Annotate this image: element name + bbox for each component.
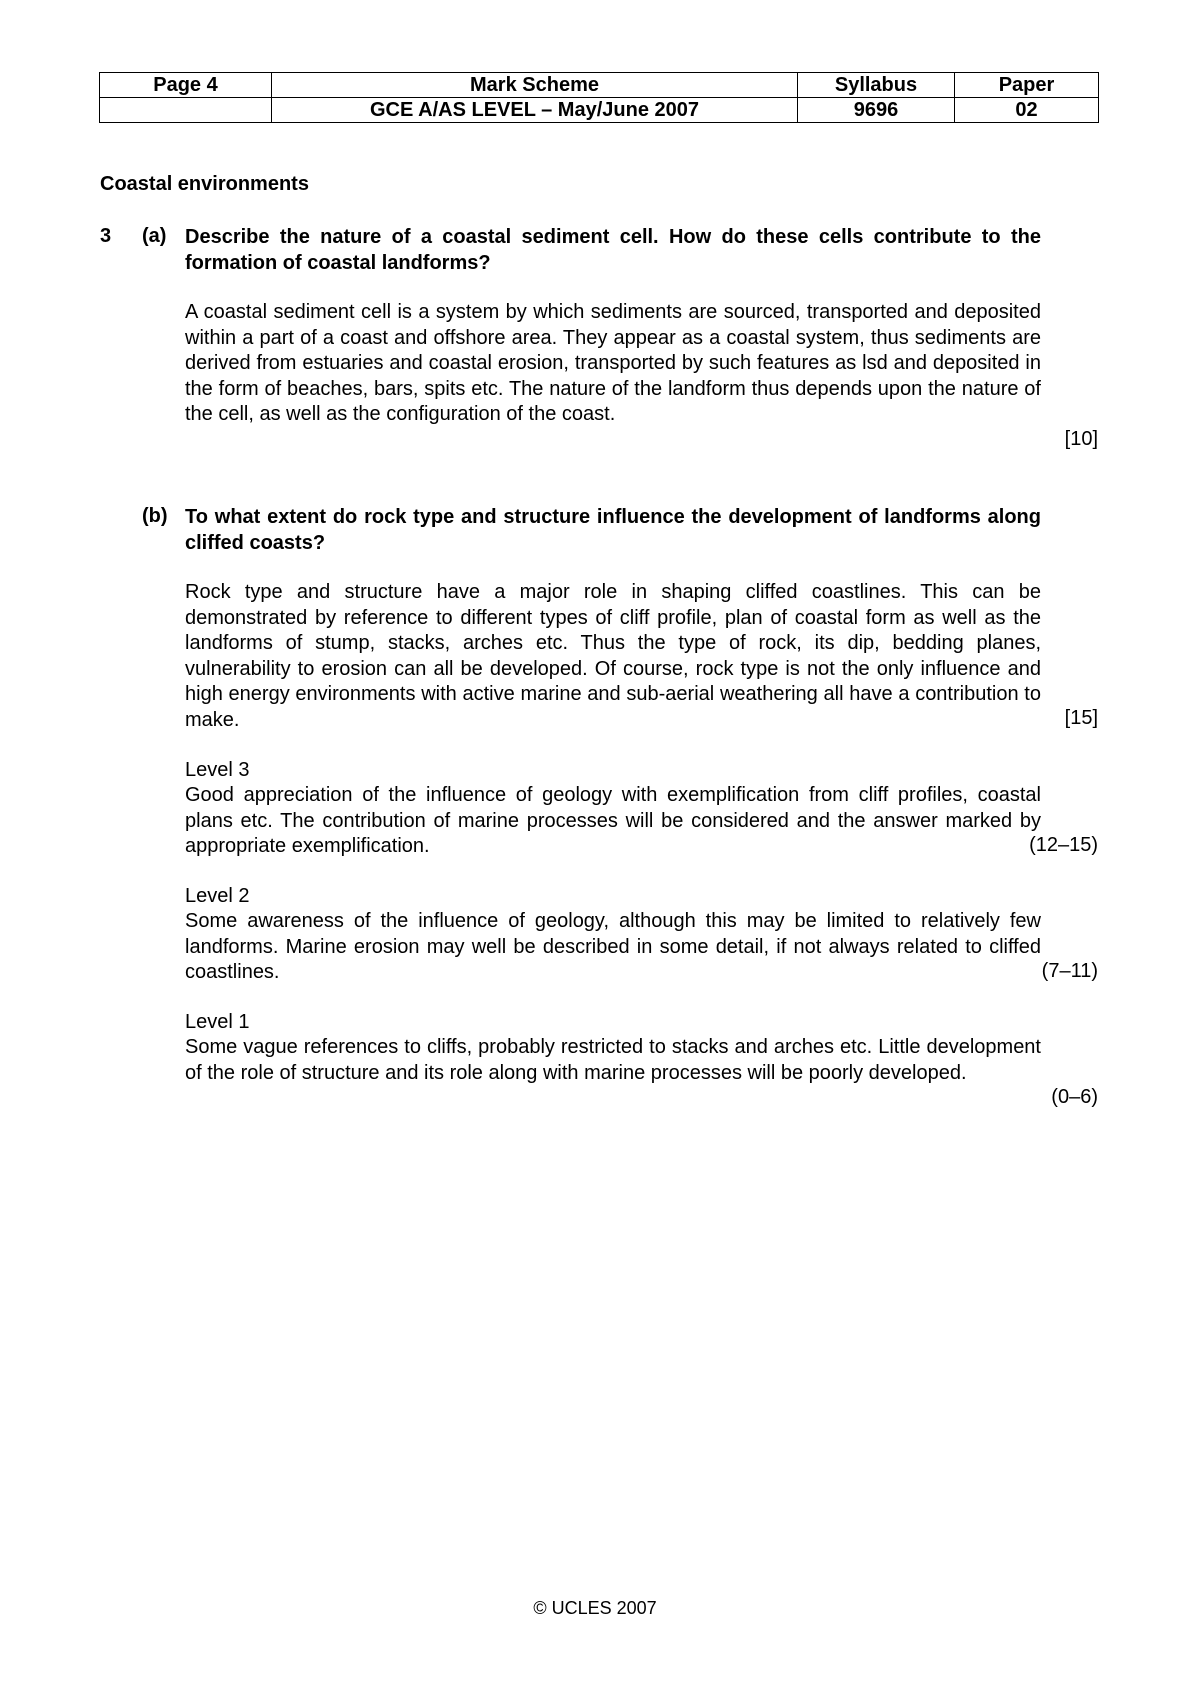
part-b-label: (b) bbox=[142, 505, 168, 527]
level-1-title: Level 1 bbox=[185, 1011, 250, 1033]
level-1-range: (0–6) bbox=[1051, 1086, 1098, 1108]
paper-number-cell: 02 bbox=[955, 98, 1099, 123]
part-a-question: Describe the nature of a coastal sediment cell. How do these cells contribute to the formation of coastal landforms? bbox=[185, 226, 1041, 274]
level-3-description: Good appreciation of the influence of geology with exemplification from cliff profiles, coastal plans etc. The contribution of marine processes will be considered and the answer marked by appropriate exemplification. bbox=[185, 784, 1041, 857]
part-b-answer: Rock type and structure have a major role in shaping cliffed coastlines. This can be demonstrated by reference to different types of cliff profile, plan of coastal form as well as the landforms of stump, stacks, arches etc. Thus the type of rock, its dip, bedding planes, vulnerability to erosion can all be developed. Of course, rock type is not the only influence and high energy environments with active marine and sub-aerial weathering all have a contribution to make. bbox=[185, 581, 1041, 731]
level-3-title: Level 3 bbox=[185, 759, 250, 781]
level-3-range: (12–15) bbox=[1029, 834, 1098, 856]
section-title: Coastal environments bbox=[100, 173, 309, 195]
level-2-title: Level 2 bbox=[185, 885, 250, 907]
part-b-mark: [15] bbox=[1064, 707, 1098, 729]
part-b-question: To what extent do rock type and structure influence the development of landforms along cliffed coasts? bbox=[185, 506, 1041, 554]
level-1-description: Some vague references to cliffs, probably restricted to stacks and arches etc. Little development of the role of structure and its role along with marine processes will be poorly developed. bbox=[185, 1036, 1041, 1084]
question-number: 3 bbox=[100, 225, 112, 247]
exam-session-cell: GCE A/AS LEVEL – May/June 2007 bbox=[272, 98, 798, 123]
syllabus-code-cell: 9696 bbox=[798, 98, 955, 123]
page-number-cell: Page 4 bbox=[100, 73, 272, 98]
paper-label-cell: Paper bbox=[955, 73, 1099, 98]
level-2-range: (7–11) bbox=[1041, 960, 1098, 982]
part-a-label: (a) bbox=[142, 225, 167, 247]
part-a-mark: [10] bbox=[1064, 428, 1098, 450]
level-2-description: Some awareness of the influence of geology, although this may be limited to relatively few landforms. Marine erosion may well be described in some detail, if not always related to cliffed coastlines. bbox=[185, 910, 1041, 983]
syllabus-label-cell: Syllabus bbox=[798, 73, 955, 98]
header-table bbox=[99, 72, 1099, 123]
part-a-answer: A coastal sediment cell is a system by which sediments are sourced, transported and deposited within a part of a coast and offshore area. They appear as a coastal system, thus sediments are derived from estuaries and coastal erosion, transported by such features as lsd and deposited in the form of beaches, bars, spits etc. The nature of the landform thus depends upon the nature of the cell, as well as the configuration of the coast. bbox=[185, 301, 1041, 425]
header-row-2 bbox=[100, 98, 1099, 123]
header-row-1 bbox=[100, 73, 1099, 98]
document-type-cell: Mark Scheme bbox=[272, 73, 798, 98]
empty-cell bbox=[100, 98, 272, 123]
copyright-footer: © UCLES 2007 bbox=[533, 1598, 657, 1618]
